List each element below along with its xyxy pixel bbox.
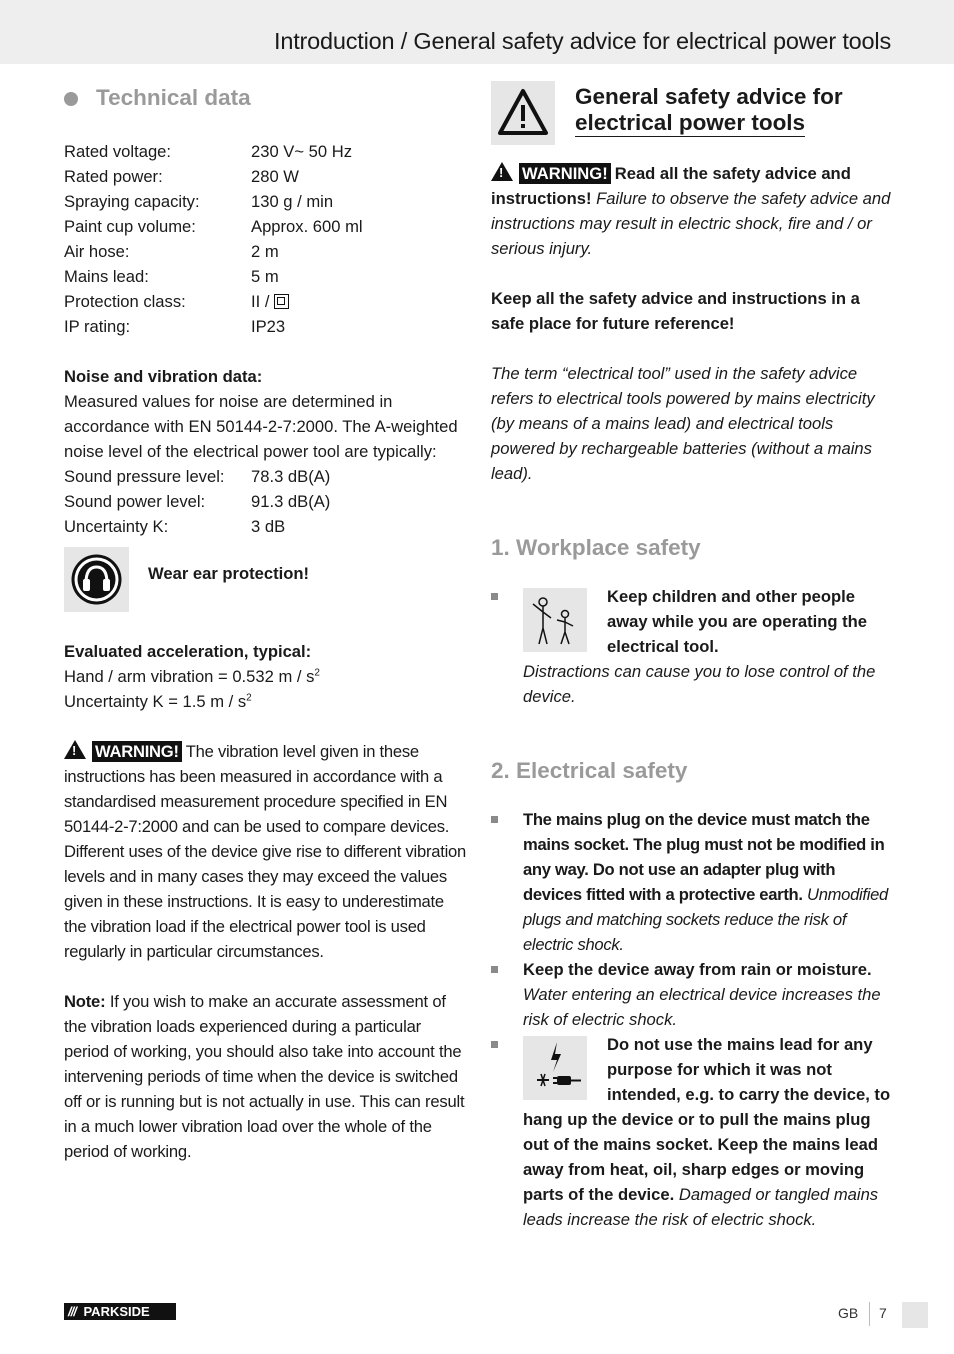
table-row (64, 289, 363, 314)
table-row (64, 264, 363, 289)
row-label: Sound pressure level: (64, 467, 225, 486)
warning-badge: WARNING! (519, 163, 611, 184)
row-value: II / (251, 289, 363, 314)
left-column (64, 84, 466, 1164)
warning-badge: WARNING! (92, 741, 182, 762)
page-header-title: Introduction / General safety advice for electrical power tools (274, 28, 891, 54)
vibration-warning: !WARNING! The vibration level given in these instructions has been measured in accordance with a standardised measurement procedure specified in EN 50144-2-7:2000 and can be used to compare devices. Different uses of the device give rise to different vibration levels and in many cases they may exceed the values given in these instructions. It is easy to underestimate the vibration load if the electrical power tool is used regularly in particular circumstances. (64, 739, 466, 964)
acceleration-line-1: Hand / arm vibration = 0.532 m / $s^2$ (64, 667, 320, 686)
row-value: 3 dB (251, 517, 286, 536)
safety-heading: General safety advice for electrical power tools (575, 84, 843, 135)
row-label: IP rating: (64, 317, 131, 336)
keep-instructions: Keep all the safety advice and instructions in a safe place for future reference! (491, 289, 860, 333)
list-bullet-icon (491, 1041, 498, 1048)
row-value: 2 m (251, 242, 279, 261)
acceleration-line-2: Uncertainty K = 1.5 m / $s^2$ (64, 692, 252, 711)
row-value: 78.3 dB(A) (251, 467, 331, 486)
table-row (64, 164, 363, 189)
children-away-icon (523, 588, 587, 652)
heading-bullet-icon (64, 92, 78, 106)
note-paragraph: Note: If you wish to make an accurate assessment of the vibration loads experienced during a particular period of working, you should also take into account the intervening periods of time when the device is switched off or is running but is not actually in use. This can result in a much lower vibration load over the whole of the period of working. (64, 992, 465, 1161)
list-bullet-icon (491, 593, 498, 600)
mains-lead-icon (523, 1036, 587, 1100)
electrical-safety-heading: 2. Electrical safety (491, 758, 688, 783)
safety-warning: !WARNING! Read all the safety advice and instructions! Failure to observe the safety advice and instructions may result in electric shock, fire and / or serious injury. (491, 161, 891, 261)
row-label: Paint cup volume: (64, 217, 196, 236)
table-row (64, 514, 330, 539)
ear-protection-icon (64, 547, 129, 612)
electrical-bullet-1: The mains plug on the device must match the mains socket. The plug must not be modified in any way. Do not use an adapter plug with devices fitted with a protective earth. Unmodified plugs and matching sockets reduce the risk of electric shock. (491, 807, 891, 957)
language-code: GB (838, 1305, 859, 1321)
table-row (64, 214, 363, 239)
workplace-bullet-1: Keep children and other people away while you are operating the electrical tool. Distractions can cause you to lose control of the device. (491, 584, 891, 709)
list-bullet-icon (491, 816, 498, 823)
technical-data-table (64, 139, 363, 339)
noise-text: Measured values for noise are determined in accordance with EN 50144-2-7:2000. The A-weighted noise level of the electrical power tool are typically: (64, 392, 458, 461)
warning-triangle-large-icon (491, 81, 555, 145)
double-insulation-icon (274, 294, 289, 309)
table-row (64, 314, 363, 339)
table-row (64, 139, 363, 164)
row-value: 230 V~ 50 Hz (251, 142, 353, 161)
row-label: Air hose: (64, 242, 130, 261)
noise-heading: Noise and vibration data: (64, 367, 263, 386)
brand-logo: /// PARKSIDE (64, 1303, 176, 1320)
row-value: IP23 (251, 317, 286, 336)
row-label: Rated voltage: (64, 142, 172, 161)
row-label: Sound power level: (64, 492, 206, 511)
row-value: 5 m (251, 267, 279, 286)
row-label: Spraying capacity: (64, 192, 200, 211)
table-row (64, 489, 330, 514)
row-value: 280 W (251, 167, 299, 186)
term-definition: The term “electrical tool” used in the safety advice refers to electrical tools powered by mains electricity (by means of a mains lead) and electrical tools powered by rechargeable batteries (without a mains lead). (491, 364, 875, 483)
table-row (64, 189, 363, 214)
right-column (491, 84, 891, 1232)
noise-table (64, 464, 330, 539)
workplace-safety-heading: 1. Workplace safety (491, 535, 701, 560)
table-row (64, 464, 330, 489)
safety-heading-block (491, 84, 891, 148)
row-label: Rated power: (64, 167, 163, 186)
warning-triangle-icon (64, 740, 86, 759)
ear-protection-text: Wear ear protection! (148, 564, 310, 583)
ear-protection-block (64, 539, 466, 639)
technical-data-heading: Technical data (64, 84, 466, 112)
electrical-bullet-3: Do not use the mains lead for any purpose for which it was not intended, e.g. to carry the device, to hang up the device or to pull the mains plug out of the mains socket. Keep the mains lead away from heat, oil, sharp edges or moving parts of the device. Damaged or tangled mains leads increase the risk of electric shock. (491, 1032, 891, 1232)
row-value: 91.3 dB(A) (251, 492, 331, 511)
row-label: Mains lead: (64, 267, 149, 286)
row-value: Approx. 600 ml (251, 217, 363, 236)
row-label: Uncertainty K: (64, 517, 169, 536)
table-row (64, 239, 363, 264)
page-number: 7 (879, 1305, 887, 1321)
list-bullet-icon (491, 966, 498, 973)
page-marker-box (902, 1302, 928, 1328)
acceleration-heading: Evaluated acceleration, typical: (64, 642, 312, 661)
row-value: 130 g / min (251, 192, 334, 211)
row-label: Protection class: (64, 292, 186, 311)
warning-triangle-icon (491, 162, 513, 181)
footer-divider (869, 1302, 870, 1326)
electrical-bullet-2: Keep the device away from rain or moisture. Water entering an electrical device increases the risk of electric shock. (491, 957, 891, 1032)
